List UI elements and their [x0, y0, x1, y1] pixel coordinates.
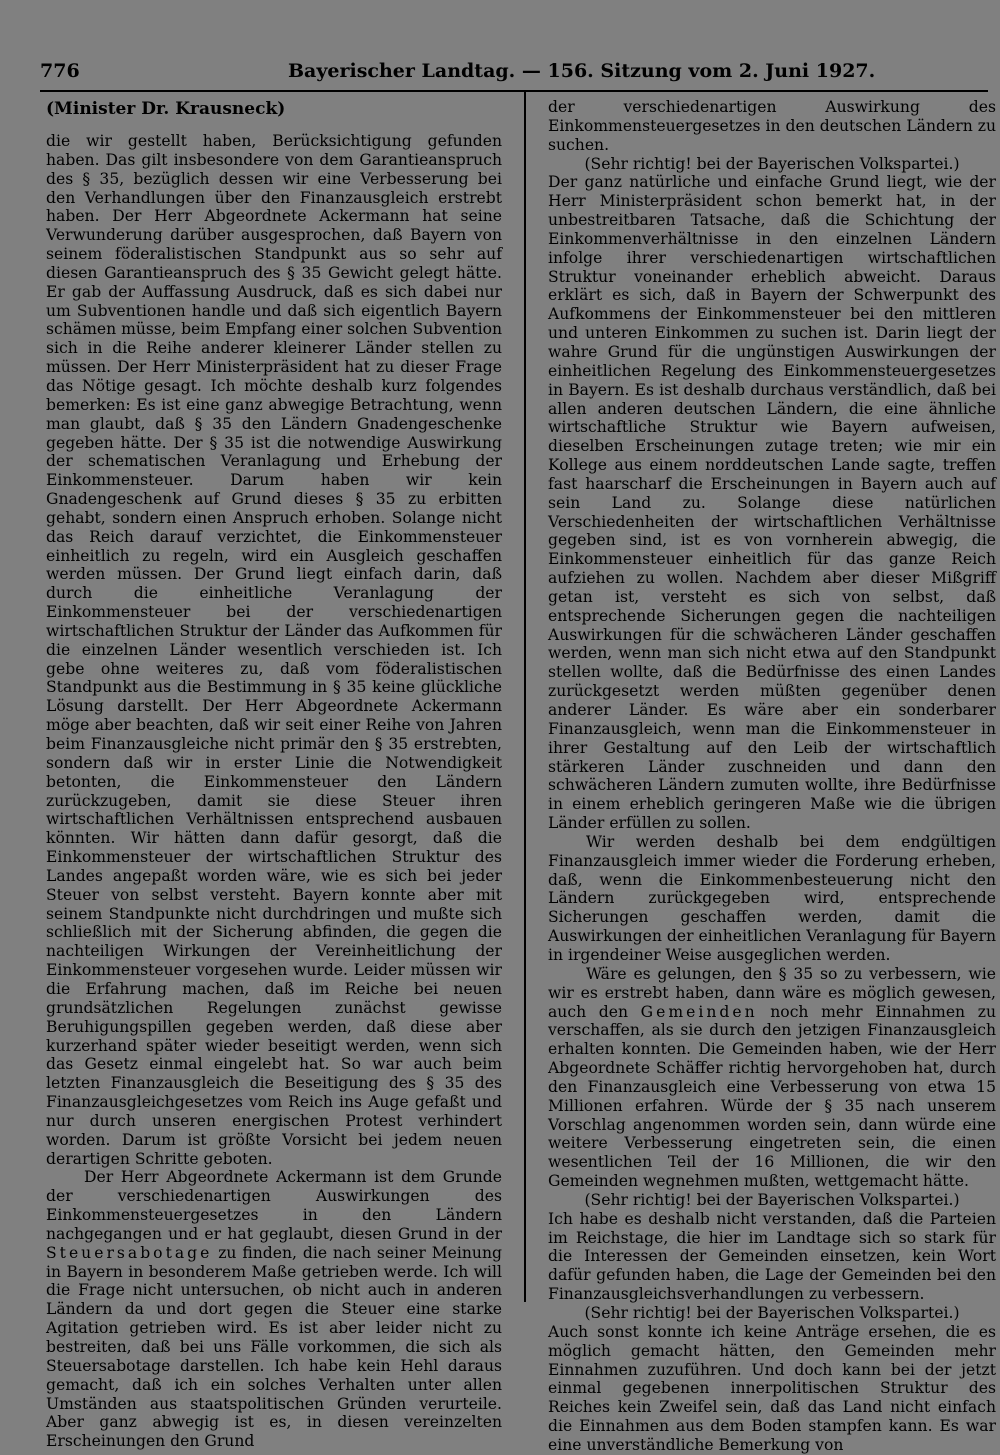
right-column	[548, 98, 996, 1455]
speaker-close: )	[277, 99, 286, 119]
emphasized-word: Steuersabotage	[46, 1243, 213, 1262]
paragraph: Wir werden deshalb bei dem endgültigen Finanzausgleich immer wieder die Forderung erheben, daß, wenn die Einkommenbesteuerung nicht den Ländern zurückgegeben wird, entsprechende Sicherungen geschaffen werden, damit die Auswirkungen der einheitlichen Veranlagung für Bayern in irgendeiner Weise ausgeglichen werden.	[548, 832, 996, 964]
page-header	[40, 56, 988, 92]
emphasized-word: Gemeinden	[640, 1002, 758, 1021]
interjection: (Sehr richtig! bei der Bayerischen Volkspartei.)	[584, 1190, 960, 1209]
speaker-open: (Minister Dr.	[46, 99, 176, 119]
paragraph: Der ganz natürliche und einfache Grund liegt, wie der Herr Ministerpräsident schon bemerkt hat, in der unbestreitbaren Tatsache, daß die Schichtung der Einkommenverhältnisse in den einzelnen Ländern infolge ihrer verschiedenartigen wirtschaftlichen Struktur voneinander erheblich abweicht. Daraus erklärt es sich, daß in Bayern der Schwerpunkt des Aufkommens der Einkommensteuer bei den mittleren und unteren Einkommen zu suchen ist. Darin liegt der wahre Grund für die ungünstigen Auswirkungen der einheitlichen Regelung des Einkommensteuergesetzes in Bayern. Es ist deshalb durchaus verständlich, daß bei allen anderen deutschen Ländern, die eine ähnliche wirtschaftliche Struktur wie Bayern aufweisen, dieselben Erscheinungen zutage treten; wie mir ein Kollege aus einem norddeutschen Lande sagte, treffen fast haarscharf die Erscheinungen in Bayern auch auf sein Land zu. Solange diese natürlichen Verschiedenheiten der wirtschaftlichen Verhältnisse gegeben sind, ist es von vornherein abwegig, die Einkommensteuer einheitlich für das ganze Reich aufziehen zu wollen. Nachdem aber dieser Mißgriff getan ist, versteht es sich von selbst, daß entsprechende Sicherungen gegen die nachteiligen Auswirkungen für die schwächeren Länder geschaffen werden, wenn man sich nicht etwa auf den Standpunkt stellen wollte, daß die Bedürfnisse des einen Landes zurückgesetzt werden müßten gegenüber denen anderer Länder. Es wäre aber ein sonderbarer Finanzausgleich, wenn man die Einkommensteuer in ihrer Gestaltung auf den Leib der wirtschaftlich stärkeren Länder zuschneiden und dann den schwächeren Ländern zumuten wollte, ihre Bedürfnisse in einem erheblich geringeren Maße wie die übrigen Länder erfüllen zu sollen.	[548, 173, 996, 833]
speaker-name: Krausneck	[175, 99, 278, 119]
paragraph-text: noch mehr Einnahmen zu verschaffen, als sie durch den jetzigen Finanzausgleich erhalten konnten. Die Gemeinden haben, wie der Herr Abgeordnete Schäffer richtig hervorgehoben hat, durch den Finanzausgleich eine Verbesserung von etwa 15 Millionen erfahren. Würde der § 35 nach unserem Vorschlag angenommen worden sein, dann würde eine weitere Verbesserung eingetreten sein, die einen wesentlichen Teil der 16 Millionen, die wir den Gemeinden wegnehmen mußten, wettgemacht hätte.	[548, 1002, 996, 1191]
paragraph: Ich habe es deshalb nicht verstanden, daß die Parteien im Reichstage, die hier im Landtage sich so stark für die Interessen der Gemeinden einsetzen, kein Wort dafür gefunden haben, die Lage der Gemeinden bei den Finanzausgleichsverhandlungen zu verbessern.	[548, 1209, 996, 1304]
running-title: Bayerischer Landtag. — 156. Sitzung vom 2. Juni 1927.	[288, 60, 876, 82]
page-number: 776	[40, 60, 80, 82]
paragraph	[46, 1168, 502, 1451]
interjection: (Sehr richtig! bei der Bayerischen Volkspartei.)	[584, 154, 960, 173]
column-divider	[524, 92, 526, 1302]
paragraph-text: Der Herr Abgeordnete Ackermann ist dem Grunde der verschiedenartigen Auswirkungen des Einkommensteuergesetzes in den Ländern nachgegangen und er hat geglaubt, diesen Grund in der	[46, 1168, 502, 1243]
interjection: (Sehr richtig! bei der Bayerischen Volkspartei.)	[584, 1304, 960, 1322]
speaker-heading	[46, 98, 502, 120]
paragraph: der verschiedenartigen Auswirkung des Einkommensteuergesetzes in den deutschen Ländern zu suchen.	[548, 98, 996, 154]
paragraph	[548, 965, 996, 1191]
paragraph-text: Wäre es gelungen, den § 35 so zu verbessern, wie wir es erstrebt haben, dann wäre es möglich gewesen, auch den	[548, 964, 996, 1021]
left-column	[46, 98, 502, 1451]
paragraph: die wir gestellt haben, Berücksichtigung gefunden haben. Das gilt insbesondere von dem Garantieanspruch des § 35, bezüglich dessen wir eine Verbesserung bei den Verhandlungen über den Finanzausgleich erstrebt haben. Der Herr Abgeordnete Ackermann hat seine Verwunderung darüber ausgesprochen, daß Bayern von seinem föderalistischen Standpunkt aus so sehr auf diesen Garantieanspruch des § 35 Gewicht gelegt hätte. Er gab der Auffassung Ausdruck, daß es sich dabei nur um Subventionen handle und daß sich eigentlich Bayern schämen müsse, beim Empfang einer solchen Subvention sich in die Reihe anderer kleinerer Länder stellen zu müssen. Der Herr Ministerpräsident hat zu dieser Frage das Nötige gesagt. Ich möchte deshalb kurz folgendes bemerken: Es ist eine ganz abwegige Betrachtung, wenn man glaubt, daß § 35 den Ländern Gnadengeschenke gegeben hätte. Der § 35 ist die notwendige Auswirkung der schematischen Veranlagung und Erhebung der Einkommensteuer. Darum haben wir kein Gnadengeschenk auf Grund dieses § 35 zu erbitten gehabt, sondern einen Anspruch erhoben. Solange nicht das Reich darauf verzichtet, die Einkommensteuer einheitlich zu regeln, wird ein Ausgleich geschaffen werden müssen. Der Grund liegt einfach darin, daß durch die einheitliche Veranlagung der Einkommensteuer bei der verschiedenartigen wirtschaftlichen Struktur der Länder das Aufkommen für die einzelnen Länder wesentlich verschieden ist. Ich gebe ohne weiteres zu, daß vom föderalistischen Standpunkt aus die Bestimmung in § 35 keine glückliche Lösung darstellt. Der Herr Abgeordnete Ackermann möge aber beachten, daß wir seit einer Reihe von Jahren beim Finanzausgleiche nicht primär den § 35 erstrebten, sondern daß wir in erster Linie die Notwendigkeit betonten, die Einkommensteuer den Ländern zurückzugeben, damit sie diese Steuer ihren wirtschaftlichen Verhältnissen entsprechend ausbauen könnten. Wir hätten dann dafür gesorgt, daß die Einkommensteuer der wirtschaftlichen Struktur des Landes angepaßt worden wäre, wie es sich bei jeder Steuer von selbst versteht. Bayern konnte aber mit seinem Standpunkte nicht durchdringen und mußte sich schließlich mit der Sicherung abfinden, die gegen die nachteiligen Wirkungen der Vereinheitlichung der Einkommensteuer vorgesehen wurde. Leider müssen wir die Erfahrung machen, daß im Reiche bei neuen grundsätzlichen Regelungen zunächst gewisse Beruhigungspillen gegeben werden, daß diese aber kurzerhand später wieder beseitigt werden, wenn sich das Gesetz einmal eingelebt hat. So war auch beim letzten Finanzausgleich die Beseitigung des § 35 des Finanzausgleichgesetzes vom Reich ins Auge gefaßt und nur durch unseren energischen Protest verhindert worden. Darum ist größte Vorsicht bei jedem neuen derartigen Schritte geboten.	[46, 132, 502, 1168]
paragraph-text: zu finden, die nach seiner Meinung in Bayern in besonderem Maße getrieben werde. Ich will die Frage nicht untersuchen, ob nicht auch in anderen Ländern da und dort gegen die Steuer eine starke Agitation getrieben wird. Es ist aber leider nicht zu bestreiten, daß bei uns Fälle vorkommen, die sich als Steuersabotage darstellen. Ich habe kein Hehl daraus gemacht, daß ich ein solches Verhalten unter allen Umständen aus staatspolitischen Gründen verurteile. Aber ganz abwegig ist es, in diesen vereinzelten Erscheinungen den Grund	[46, 1243, 502, 1451]
paragraph: Auch sonst konnte ich keine Anträge ersehen, die es möglich gemacht hätten, den Gemeinden mehr Einnahmen zuzuführen. Und doch kann bei der jetzt einmal gegebenen innerpolitischen Struktur des Reiches kein Zweifel sein, daß das Land nicht einfach die Einnahmen aus dem Boden stampfen kann. Es war eine unverständliche Bemerkung von	[548, 1322, 996, 1454]
